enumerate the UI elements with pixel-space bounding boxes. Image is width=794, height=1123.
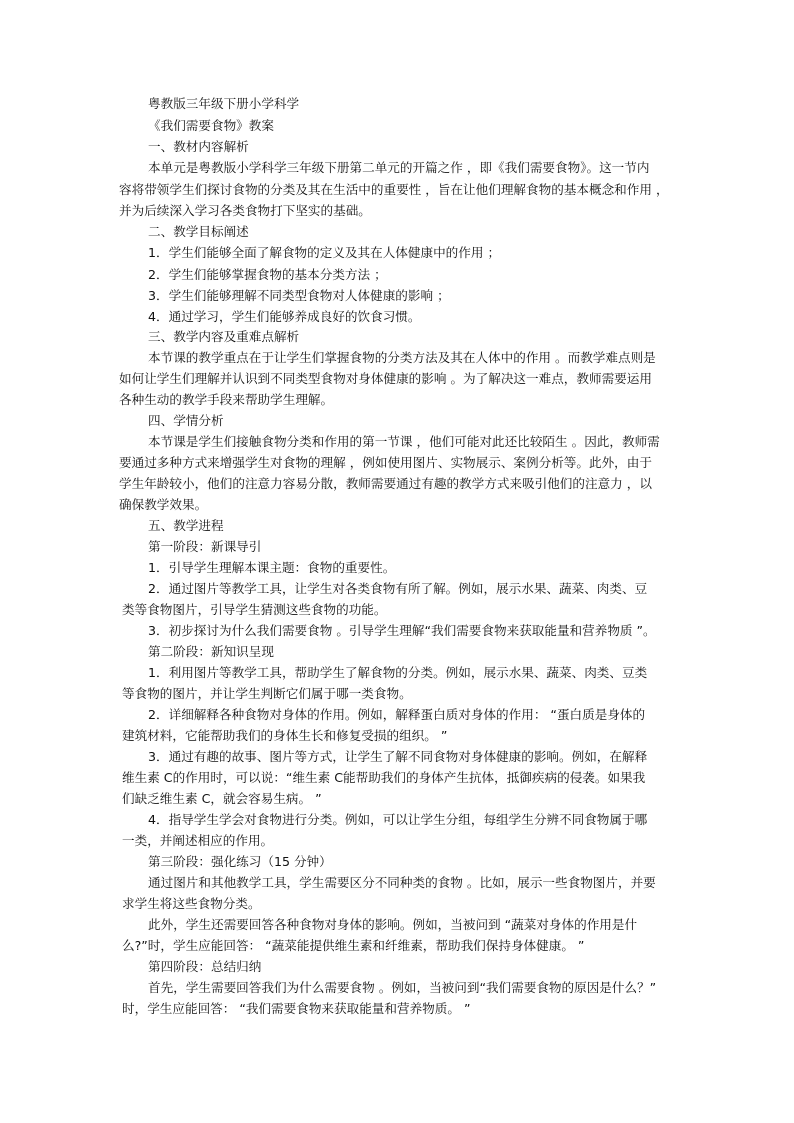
paragraph-line: 首先，学生需要回答我们为什么需要食物 。例如，当被问到“我们需要食物的原因是什么？” bbox=[148, 980, 657, 995]
paragraph-line: 1．引导学生理解本课主题：食物的重要性。 bbox=[148, 560, 396, 575]
paragraph-line: 么?”时，学生应能回答： “蔬菜能提供维生素和纤维素，帮助我们保持身体健康。 ” bbox=[122, 938, 585, 953]
stage-heading: 第四阶段：总结归纳 bbox=[148, 959, 262, 974]
stage-heading: 第二阶段：新知识呈现 bbox=[148, 644, 274, 659]
list-item: 3．学生们能够理解不同类型食物对人体健康的影响 ； bbox=[148, 288, 450, 303]
section-heading-4: 四、学情分析 bbox=[148, 413, 224, 428]
paragraph-line: 2．详细解释各种食物对身体的作用。例如，解释蛋白质对身体的作用： “蛋白质是身体的 bbox=[148, 707, 646, 722]
section-heading-3: 三、教学内容及重难点解析 bbox=[148, 329, 300, 344]
paragraph-line: 本节课的教学重点在于让学生们掌握食物的分类方法及其在人体中的作用 。而教学难点则是 bbox=[148, 350, 656, 365]
paragraph-line: 建筑材料，它能帮助我们的身体生长和修复受损的组织。 ” bbox=[122, 728, 448, 743]
paragraph-line: 确保教学效果。 bbox=[119, 497, 208, 512]
paragraph-line: 本单元是粤教版小学科学三年级下册第二单元的开篇之作 ，即《我们需要食物》。这一节内 bbox=[148, 160, 650, 175]
paragraph-line: 4．指导学生学会对食物进行分类。例如，可以让学生分组，每组学生分辨不同食物属于哪 bbox=[148, 812, 648, 827]
list-item: 2．学生们能够掌握食物的基本分类方法 ； bbox=[148, 267, 387, 282]
stage-heading: 第一阶段：新课导引 bbox=[148, 539, 262, 554]
paragraph-line: 们缺乏维生素 C，就会容易生病。 ” bbox=[122, 791, 322, 806]
document-title: 粤教版三年级下册小学科学 bbox=[148, 96, 300, 111]
list-item: 4．通过学习，学生们能够养成良好的饮食习惯。 bbox=[148, 309, 421, 324]
paragraph-line: 1．利用图片等教学工具，帮助学生了解食物的分类。例如，展示水果、蔬菜、肉类、豆类 bbox=[148, 665, 648, 680]
stage-heading: 第三阶段：强化练习（15 分钟） bbox=[148, 854, 332, 869]
list-item: 1．学生们能够全面了解食物的定义及其在人体健康中的作用 ； bbox=[148, 245, 501, 260]
document-subtitle: 《我们需要食物》教案 bbox=[148, 118, 274, 133]
section-heading-5: 五、教学进程 bbox=[148, 518, 224, 533]
paragraph-line: 要通过多种方式来增强学生对食物的理解 ，例如使用图片、实物展示、案例分析等。此外，由于 bbox=[119, 455, 652, 470]
paragraph-line: 此外，学生还需要回答各种食物对身体的影响。例如，当被问到 “蔬菜对身体的作用是什 bbox=[148, 917, 638, 932]
paragraph-line: 时，学生应能回答： “我们需要食物来获取能量和营养物质。 ” bbox=[122, 1001, 471, 1016]
section-heading-1: 一、教材内容解析 bbox=[148, 139, 249, 154]
paragraph-line: 学生年龄较小，他们的注意力容易分散，教师需要通过有趣的教学方式来吸引他们的注意力 ，以 bbox=[119, 476, 652, 491]
paragraph-line: 求学生将这些食物分类。 bbox=[122, 896, 261, 911]
paragraph-line: 容将带领学生们探讨食物的分类及其在生活中的重要性 ，旨在让他们理解食物的基本概念和作用 ， bbox=[119, 182, 669, 197]
paragraph-line: 如何让学生们理解并认识到不同类型食物对身体健康的影响 。为了解决这一难点，教师需要运用 bbox=[119, 371, 652, 386]
paragraph-line: 并为后续深入学习各类食物打下坚实的基础。 bbox=[119, 203, 371, 218]
section-heading-2: 二、教学目标阐述 bbox=[148, 224, 249, 239]
paragraph-line: 2．通过图片等教学工具，让学生对各类食物有所了解。例如，展示水果、蔬菜、肉类、豆 bbox=[148, 581, 648, 596]
paragraph-line: 3．通过有趣的故事、图片等方式，让学生了解不同食物对身体健康的影响。例如，在解释 bbox=[148, 749, 648, 764]
paragraph-line: 3．初步探讨为什么我们需要食物 。引导学生理解“我们需要食物来获取能量和营养物质 ”。 bbox=[148, 623, 656, 638]
paragraph-line: 一类，并阐述相应的作用。 bbox=[122, 833, 274, 848]
paragraph-line: 各种生动的教学手段来帮助学生理解。 bbox=[119, 392, 334, 407]
paragraph-line: 本节课是学生们接触食物分类和作用的第一节课 ，他们可能对此还比较陌生 。因此，教师需 bbox=[148, 434, 660, 449]
paragraph-line: 通过图片和其他教学工具，学生需要区分不同种类的食物 。比如，展示一些食物图片，并要 bbox=[148, 875, 656, 890]
paragraph-line: 类等食物图片，引导学生猜测这些食物的功能。 bbox=[122, 602, 387, 617]
paragraph-line: 等食物的图片，并让学生判断它们属于哪一类食物。 bbox=[122, 686, 412, 701]
paragraph-line: 维生素 C的作用时，可以说：“维生素 C能帮助我们的身体产生抗体，抵御疾病的侵袭。如果我 bbox=[122, 770, 646, 785]
